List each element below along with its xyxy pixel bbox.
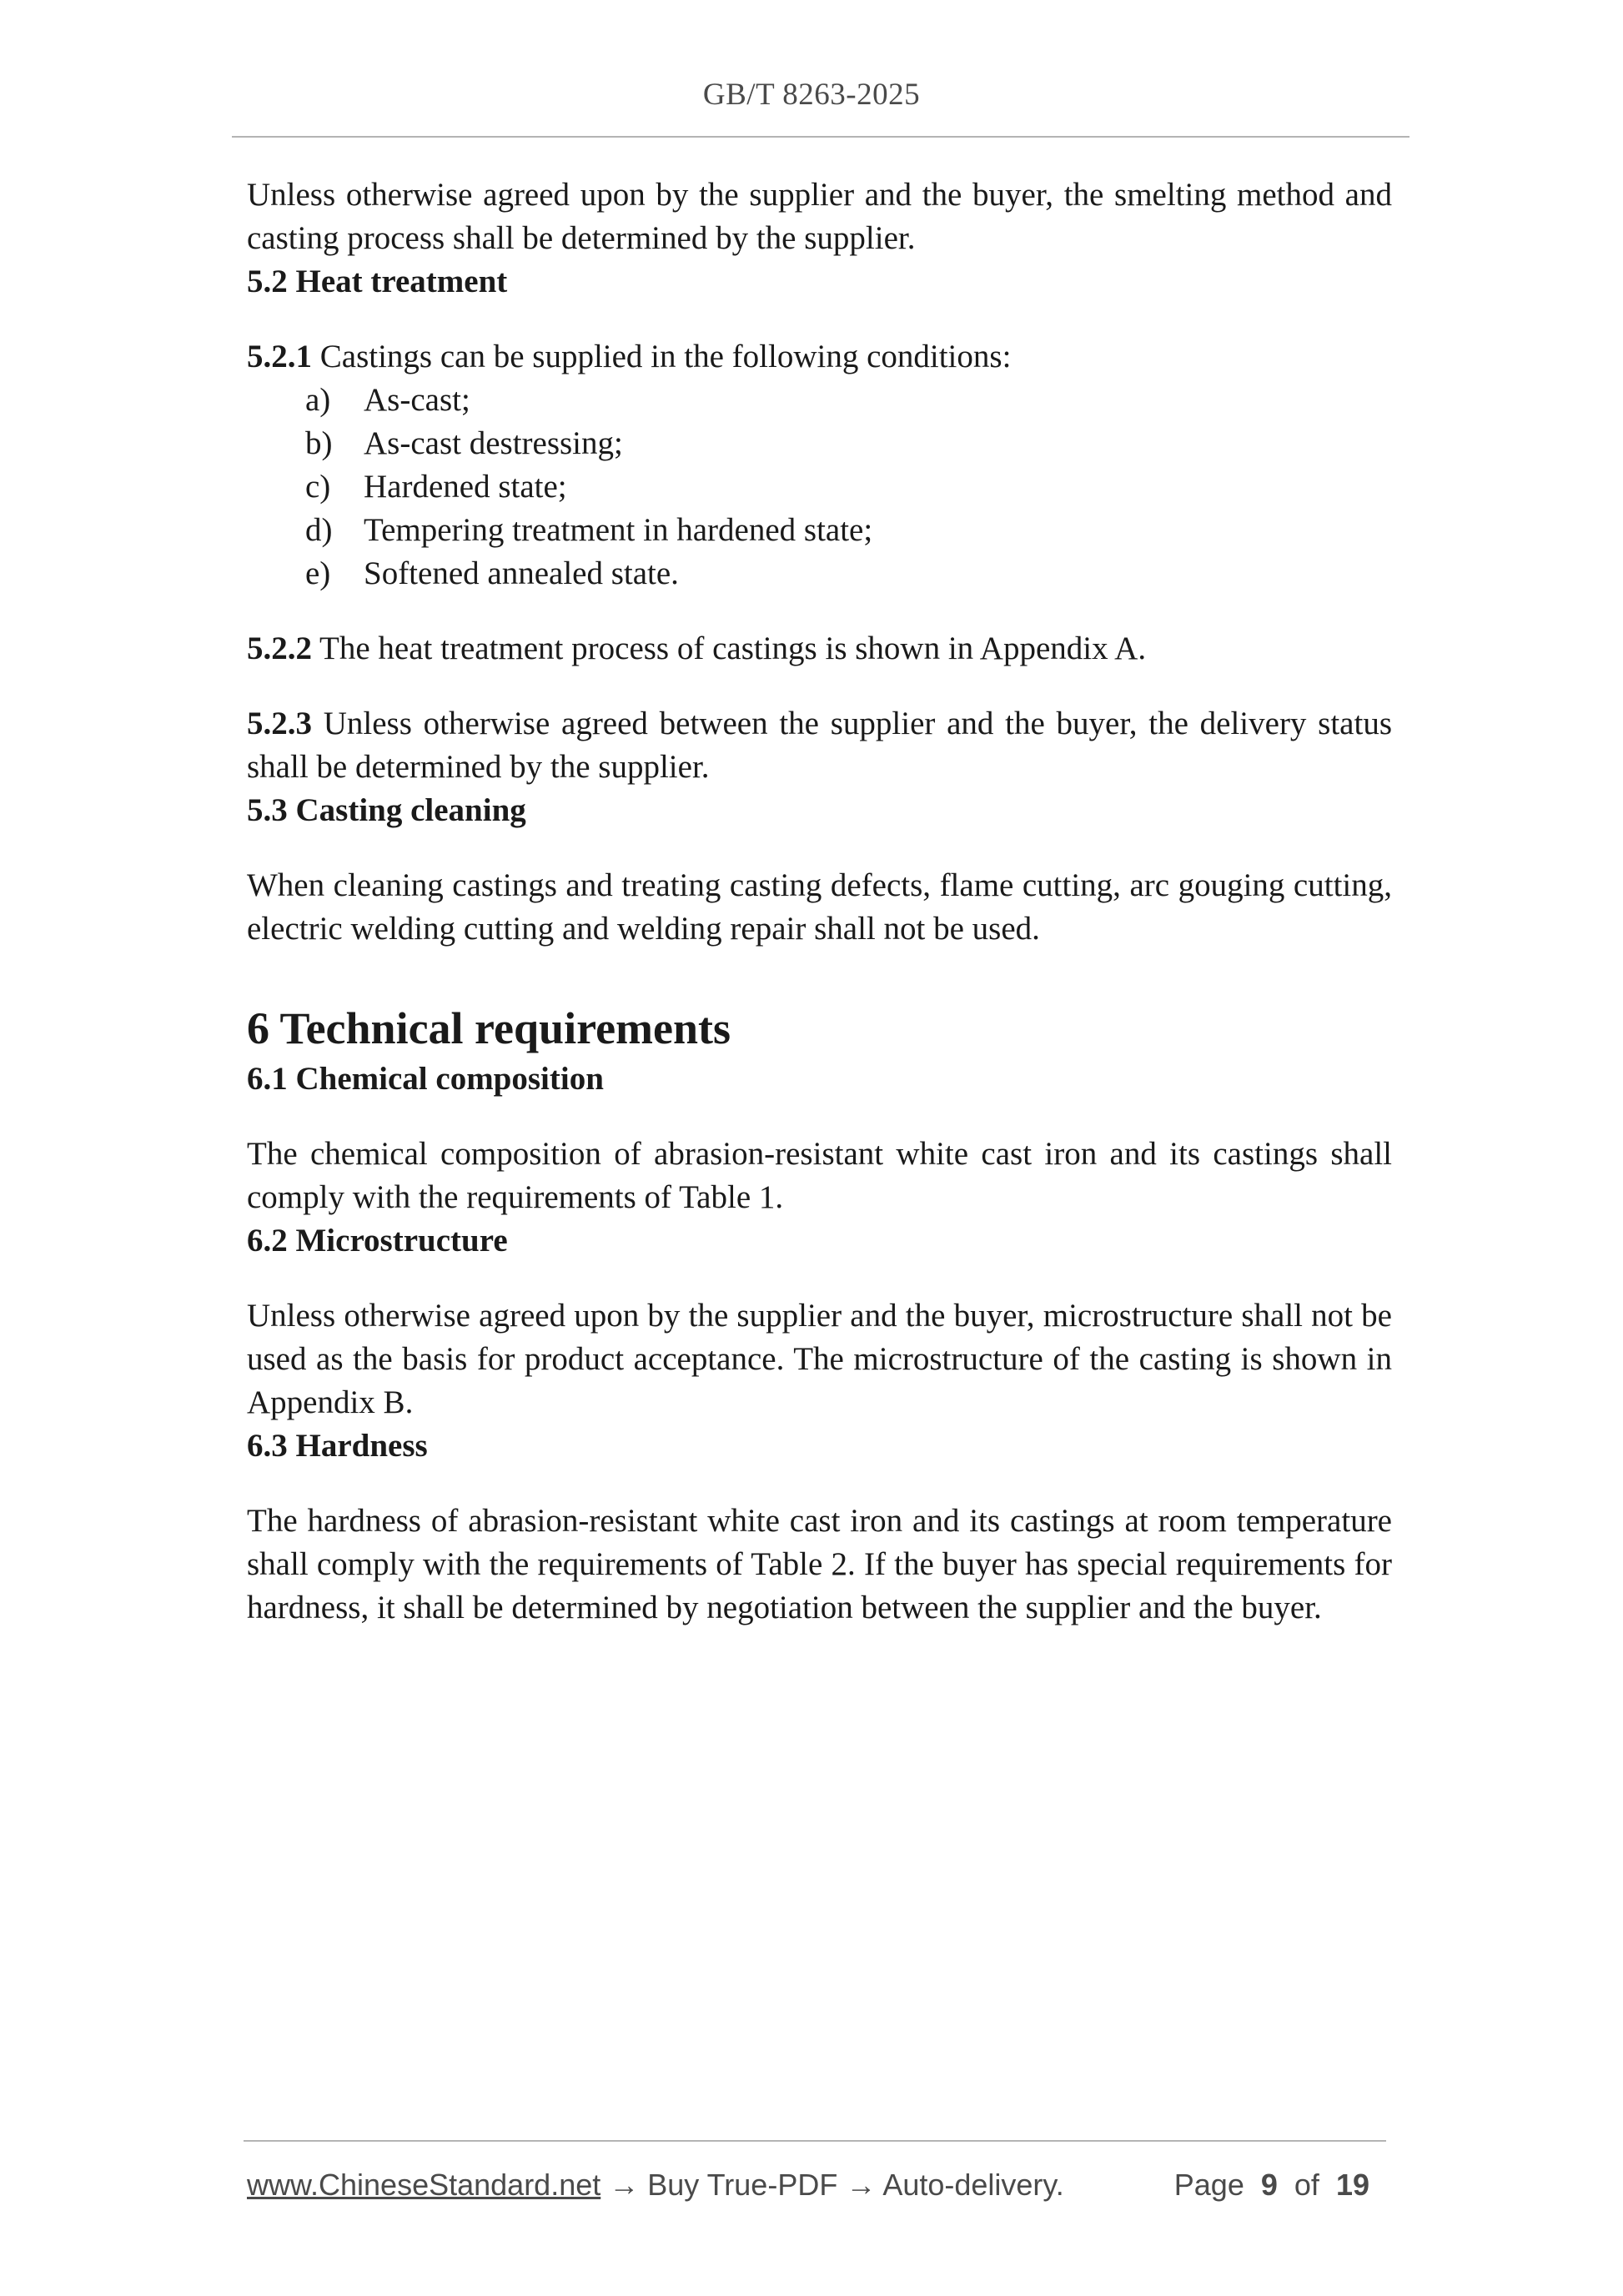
list-item-text: Hardened state;: [364, 469, 567, 505]
intro-paragraph: Unless otherwise agreed upon by the supplier and the buyer, the smelting method and casting process shall be determined by the supplier.: [247, 177, 1392, 256]
website-link[interactable]: www.ChineseStandard.net: [247, 2168, 601, 2202]
chapter-6-heading: 6 Technical requirements: [247, 1003, 731, 1053]
list-item-text: As-cast;: [364, 382, 470, 418]
section-5-3-heading: 5.3 Casting cleaning: [247, 792, 526, 828]
section-5-3-paragraph: When cleaning castings and treating casting defects, flame cutting, arc gouging cutting, electric welding cutting and welding repair shall not be used.: [247, 867, 1392, 947]
list-item: [247, 509, 1392, 552]
list-item: [247, 379, 1392, 422]
clause-5-2-2-number: 5.2.2: [247, 631, 312, 666]
section-6-2-paragraph: Unless otherwise agreed upon by the supplier and the buyer, microstructure shall not be used as the basis for product acceptance. The microstructure of the casting is shown in Appendix B.: [247, 1298, 1392, 1420]
page-current: 9: [1260, 2168, 1278, 2202]
clause-5-2-2: [247, 627, 1392, 671]
document-header-id: GB/T 8263-2025: [702, 78, 921, 112]
section-6-3-paragraph: The hardness of abrasion-resistant white cast iron and its castings at room temperature shall comply with the requirements of Table 2. If the buyer has special requirements for hardness, it shall be determined by negotiation between the supplier and the buyer.: [247, 1503, 1392, 1625]
page-total: 19: [1335, 2168, 1369, 2202]
list-item-text: As-cast destressing;: [364, 425, 623, 461]
section-5-2-heading: 5.2 Heat treatment: [247, 264, 508, 299]
page-label: Page: [1173, 2168, 1244, 2202]
list-item-marker: e): [305, 555, 331, 591]
list-item-marker: c): [305, 469, 331, 505]
section-6-2-heading: 6.2 Microstructure: [247, 1223, 508, 1259]
page-content: [247, 173, 1392, 1630]
list-item-marker: b): [305, 425, 333, 461]
page-of-label: of: [1294, 2168, 1319, 2202]
list-item-marker: a): [305, 382, 331, 418]
clause-5-2-1-number: 5.2.1: [247, 339, 312, 374]
footer-tagline: → Buy True-PDF → Auto-delivery.: [600, 2168, 1064, 2202]
clause-5-2-3-number: 5.2.3: [247, 706, 312, 741]
footer-divider: [244, 2140, 1386, 2142]
list-item: [247, 422, 1392, 465]
list-item: [247, 465, 1392, 509]
page-number: [1174, 2165, 1369, 2205]
clause-5-2-1-text: Castings can be supplied in the following conditions:: [319, 339, 1012, 374]
clause-5-2-3: [247, 702, 1392, 789]
clause-5-2-1: [247, 335, 1392, 379]
section-6-1-heading: 6.1 Chemical composition: [247, 1061, 604, 1097]
clause-5-2-3-text: Unless otherwise agreed between the supplier and the buyer, the delivery status shall be determined by the supplier.: [247, 706, 1393, 785]
section-6-3-heading: 6.3 Hardness: [247, 1428, 428, 1464]
footer-promo: [247, 2165, 1064, 2205]
list-item-marker: d): [305, 512, 333, 548]
list-item-text: Tempering treatment in hardened state;: [364, 512, 873, 548]
section-6-1-paragraph: The chemical composition of abrasion-resistant white cast iron and its castings shall comply with the requirements of Table 1.: [247, 1136, 1392, 1215]
clause-5-2-2-text: The heat treatment process of castings is shown in Appendix A.: [319, 631, 1147, 666]
list-item-text: Softened annealed state.: [364, 555, 679, 591]
list-item: [247, 552, 1392, 595]
header-divider: [232, 136, 1409, 138]
